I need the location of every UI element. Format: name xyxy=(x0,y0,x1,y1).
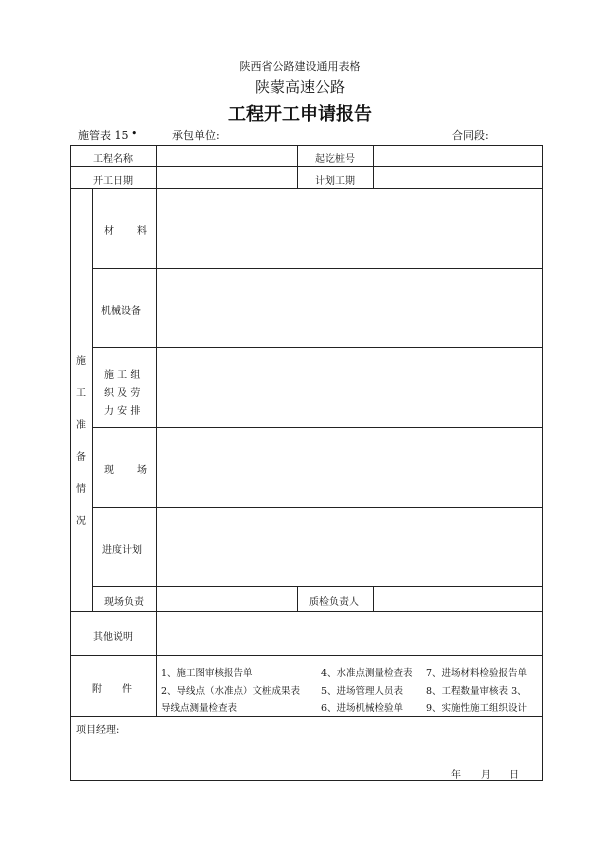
attachment-item: 7、进场材料检验报告单 xyxy=(426,668,528,679)
row-divider xyxy=(70,166,543,167)
col-divider xyxy=(297,586,298,611)
col-divider xyxy=(373,586,374,611)
form-title: 工程开工申请报告 xyxy=(228,104,372,125)
start-date-label: 开工日期 xyxy=(93,176,133,187)
row-divider xyxy=(70,716,543,717)
prep-group-char: 备 xyxy=(76,452,86,463)
date-day: 日 xyxy=(509,770,519,781)
project-name-heading: 陕蒙高速公路 xyxy=(254,78,345,96)
row-divider xyxy=(92,507,543,508)
site-label: 现 场 xyxy=(104,465,148,476)
org-labor-line: 施 工 组 xyxy=(104,370,141,381)
planned-duration-label: 计划工期 xyxy=(315,176,355,187)
form-number: 施管表 15 xyxy=(78,129,129,142)
other-notes-label: 其他说明 xyxy=(93,632,133,643)
row-divider xyxy=(92,427,543,428)
prep-group-char: 况 xyxy=(76,516,86,527)
attachment-item: 4、水准点测量检查表 xyxy=(321,668,413,679)
materials-label: 材 料 xyxy=(104,226,148,237)
qc-manager-label: 质检负责人 xyxy=(309,597,359,608)
contract-section-label: 合同段: xyxy=(452,129,489,142)
row-divider xyxy=(70,611,543,612)
prep-group-char: 情 xyxy=(76,484,86,495)
row-divider xyxy=(70,655,543,656)
date-year: 年 xyxy=(451,770,461,781)
org-labor-line: 力 安 排 xyxy=(104,406,141,417)
prep-group-char: 施 xyxy=(76,356,86,367)
attachment-item: 2、导线点（水准点）文桩成果表 xyxy=(161,686,301,697)
col-divider xyxy=(297,145,298,188)
org-labor-line: 织 及 劳 xyxy=(104,388,141,399)
row-divider xyxy=(92,268,543,269)
attachment-item: 8、工程数量审核表 3、 xyxy=(426,686,527,697)
date-month: 月 xyxy=(481,770,491,781)
project-name-label: 工程名称 xyxy=(93,154,133,165)
contractor-label: 承包单位: xyxy=(172,129,220,142)
row-divider xyxy=(92,586,543,587)
attachments-label: 附 件 xyxy=(92,684,132,695)
prep-group-char: 工 xyxy=(76,388,86,399)
row-divider xyxy=(92,347,543,348)
row-divider xyxy=(70,188,543,189)
col-divider xyxy=(156,188,157,716)
col-divider xyxy=(156,145,157,188)
attachment-item: 5、进场管理人员表 xyxy=(321,686,404,697)
start-end-stake-label: 起讫桩号 xyxy=(315,154,355,165)
prep-group-char: 准 xyxy=(76,420,86,431)
project-manager-label: 项目经理: xyxy=(76,725,120,736)
attachment-item: 6、进场机械检验单 xyxy=(321,703,404,714)
schedule-label: 进度计划 xyxy=(102,545,142,556)
org-line: 陕西省公路建设通用表格 xyxy=(239,60,361,73)
col-divider xyxy=(373,145,374,188)
attachment-item: 导线点测量检查表 xyxy=(161,703,238,714)
col-divider xyxy=(92,188,93,611)
machinery-label: 机械设备 xyxy=(101,306,141,317)
attachment-item: 9、实施性施工组织设计 xyxy=(426,703,528,714)
form-number-dot: • xyxy=(131,127,138,140)
site-manager-label: 现场负责 xyxy=(104,597,144,608)
attachment-item: 1、施工图审核报告单 xyxy=(161,668,253,679)
